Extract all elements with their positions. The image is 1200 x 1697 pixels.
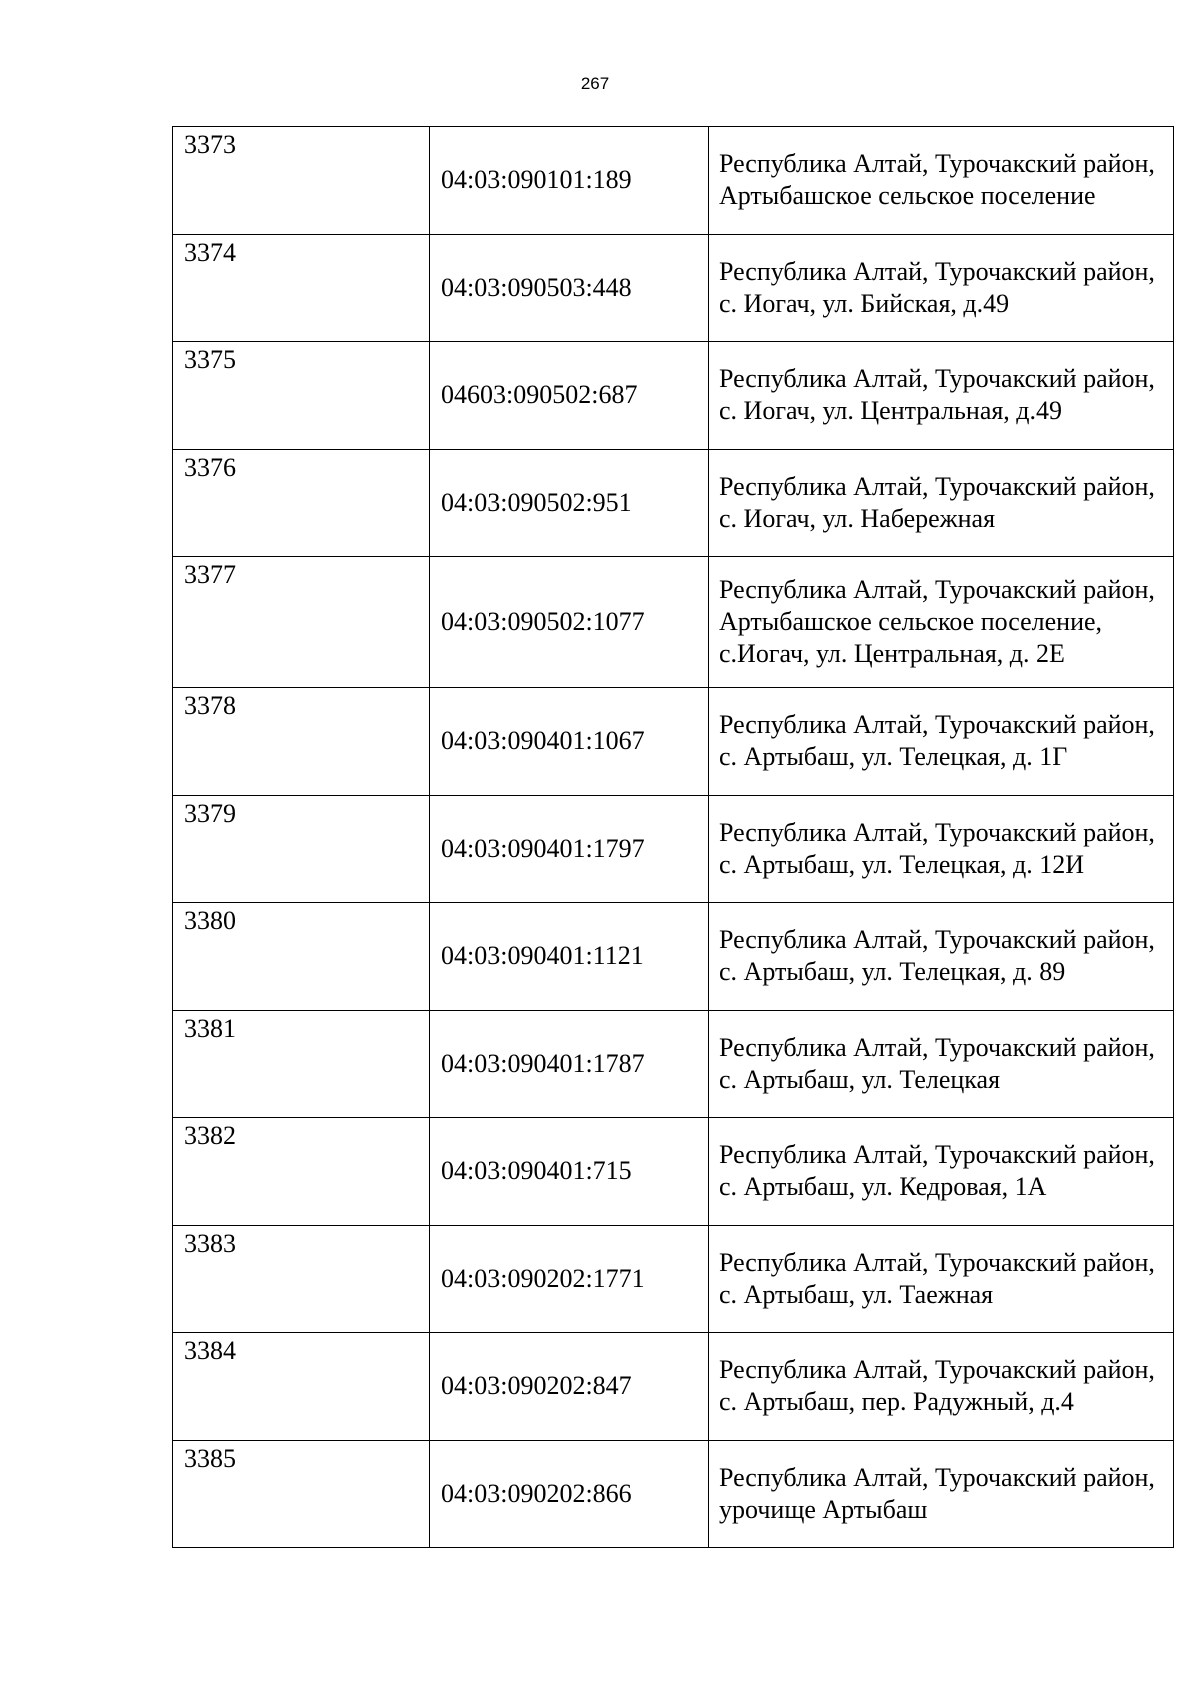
row-number-cell: 3381	[173, 1010, 430, 1118]
cadastral-number-cell: 04:03:090502:951	[430, 449, 709, 557]
registry-table	[172, 126, 1174, 1548]
cadastral-number-cell: 04:03:090502:1077	[430, 557, 709, 688]
table-row	[173, 903, 1174, 1011]
address-cell: Республика Алтай, Турочакский район, Артыбашское сельское поселение	[709, 127, 1174, 235]
cadastral-number-cell: 04:03:090401:1067	[430, 688, 709, 796]
cadastral-number-cell: 04:03:090202:1771	[430, 1225, 709, 1333]
address-cell: Республика Алтай, Турочакский район, с. Иогач, ул. Бийская, д.49	[709, 234, 1174, 342]
table-row	[173, 1440, 1174, 1548]
table-row	[173, 1118, 1174, 1226]
address-cell: Республика Алтай, Турочакский район, с. Артыбаш, ул. Телецкая, д. 89	[709, 903, 1174, 1011]
row-number-cell: 3377	[173, 557, 430, 688]
row-number-cell: 3382	[173, 1118, 430, 1226]
address-cell: Республика Алтай, Турочакский район, с. Артыбаш, ул. Кедровая, 1А	[709, 1118, 1174, 1226]
cadastral-number-cell: 04:03:090401:715	[430, 1118, 709, 1226]
cadastral-number-cell: 04:03:090202:866	[430, 1440, 709, 1548]
table-row	[173, 342, 1174, 450]
address-cell: Республика Алтай, Турочакский район, с. Артыбаш, ул. Телецкая, д. 12И	[709, 795, 1174, 903]
page-number: 267	[580, 74, 610, 93]
row-number-cell: 3379	[173, 795, 430, 903]
row-number-cell: 3375	[173, 342, 430, 450]
row-number-cell: 3373	[173, 127, 430, 235]
cadastral-number-cell: 04:03:090101:189	[430, 127, 709, 235]
address-cell: Республика Алтай, Турочакский район, с. Артыбаш, пер. Радужный, д.4	[709, 1333, 1174, 1441]
cadastral-number-cell: 04603:090502:687	[430, 342, 709, 450]
table-row	[173, 449, 1174, 557]
table-row	[173, 557, 1174, 688]
row-number-cell: 3374	[173, 234, 430, 342]
row-number-cell: 3378	[173, 688, 430, 796]
table-row	[173, 1333, 1174, 1441]
address-cell: Республика Алтай, Турочакский район, с. Иогач, ул. Набережная	[709, 449, 1174, 557]
cadastral-number-cell: 04:03:090401:1787	[430, 1010, 709, 1118]
cadastral-number-cell: 04:03:090503:448	[430, 234, 709, 342]
address-cell: Республика Алтай, Турочакский район, с. Иогач, ул. Центральная, д.49	[709, 342, 1174, 450]
table-row	[173, 795, 1174, 903]
row-number-cell: 3384	[173, 1333, 430, 1441]
row-number-cell: 3383	[173, 1225, 430, 1333]
table-row	[173, 688, 1174, 796]
address-cell: Республика Алтай, Турочакский район, с. Артыбаш, ул. Таежная	[709, 1225, 1174, 1333]
address-cell: Республика Алтай, Турочакский район, урочище Артыбаш	[709, 1440, 1174, 1548]
row-number-cell: 3385	[173, 1440, 430, 1548]
address-cell: Республика Алтай, Турочакский район, с. Артыбаш, ул. Телецкая	[709, 1010, 1174, 1118]
row-number-cell: 3380	[173, 903, 430, 1011]
address-cell: Республика Алтай, Турочакский район, с. Артыбаш, ул. Телецкая, д. 1Г	[709, 688, 1174, 796]
table-row	[173, 1010, 1174, 1118]
table-row	[173, 1225, 1174, 1333]
row-number-cell: 3376	[173, 449, 430, 557]
address-cell: Республика Алтай, Турочакский район, Артыбашское сельское поселение, с.Иогач, ул. Центральная, д. 2Е	[709, 557, 1174, 688]
cadastral-number-cell: 04:03:090401:1121	[430, 903, 709, 1011]
table-row	[173, 127, 1174, 235]
cadastral-number-cell: 04:03:090202:847	[430, 1333, 709, 1441]
table-row	[173, 234, 1174, 342]
cadastral-number-cell: 04:03:090401:1797	[430, 795, 709, 903]
